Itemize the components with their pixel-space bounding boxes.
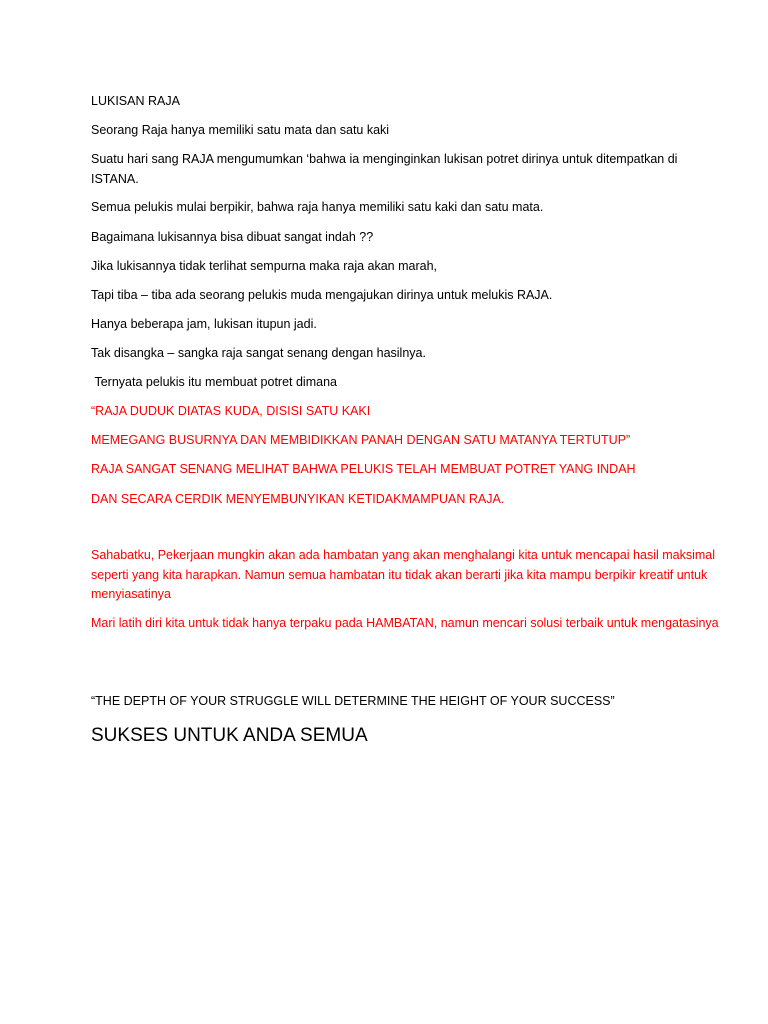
red-paragraph-2: Mari latih diri kita untuk tidak hanya terpaku pada HAMBATAN, namun mencari solusi terbaik untuk mengatasinya <box>91 616 719 630</box>
paragraph-9: Ternyata pelukis itu membuat potret dimana <box>91 375 337 389</box>
paragraph-1: Seorang Raja hanya memiliki satu mata dan satu kaki <box>91 123 390 137</box>
paragraph-5: Jika lukisannya tidak terlihat sempurna maka raja akan marah, <box>91 259 438 273</box>
red-paragraph-1: Sahabatku, Pekerjaan mungkin akan ada hambatan yang akan menghalangi kita untuk mencapai hasil maksimal seperti yang kita harapkan. Namun semua hambatan itu tidak akan berarti jika kita mampu berpikir kreatif untuk menyiasatinya <box>91 548 722 601</box>
quote: “THE DEPTH OF YOUR STRUGGLE WILL DETERMINE THE HEIGHT OF YOUR SUCCESS” <box>91 694 615 708</box>
red-line-4: DAN SECARA CERDIK MENYEMBUNYIKAN KETIDAKMAMPUAN RAJA. <box>91 492 505 506</box>
paragraph-7: Hanya beberapa jam, lukisan itupun jadi. <box>91 317 317 331</box>
paragraph-6: Tapi tiba – tiba ada seorang pelukis muda mengajukan dirinya untuk melukis RAJA. <box>91 288 553 302</box>
paragraph-3: Semua pelukis mulai berpikir, bahwa raja hanya memiliki satu kaki dan satu mata. <box>91 200 544 214</box>
paragraph-8: Tak disangka – sangka raja sangat senang dengan hasilnya. <box>91 346 426 360</box>
red-line-2: MEMEGANG BUSURNYA DAN MEMBIDIKKAN PANAH DENGAN SATU MATANYA TERTUTUP” <box>91 433 631 447</box>
closing-heading: SUKSES UNTUK ANDA SEMUA <box>91 725 368 746</box>
paragraph-2: Suatu hari sang RAJA mengumumkan ‘bahwa ia menginginkan lukisan potret dirinya untuk ditempatkan di ISTANA. <box>91 152 681 186</box>
document-title: LUKISAN RAJA <box>91 94 180 108</box>
red-line-1: “RAJA DUDUK DIATAS KUDA, DISISI SATU KAKI <box>91 404 371 418</box>
red-line-3: RAJA SANGAT SENANG MELIHAT BAHWA PELUKIS TELAH MEMBUAT POTRET YANG INDAH <box>91 462 636 476</box>
paragraph-4: Bagaimana lukisannya bisa dibuat sangat indah ?? <box>91 230 374 244</box>
